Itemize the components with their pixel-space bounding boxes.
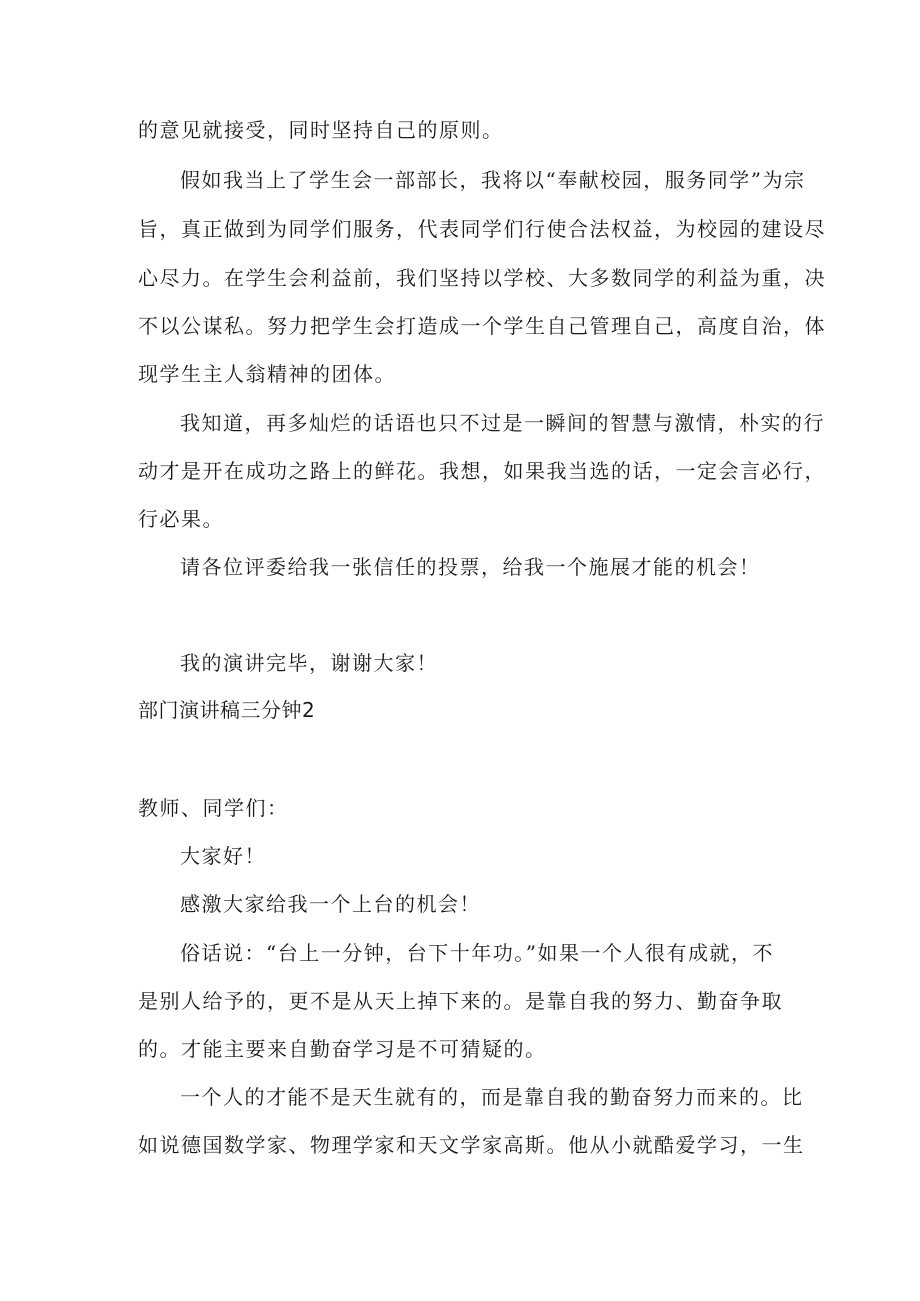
paragraph-line: 一个人的才能不是天生就有的，而是靠自我的勤奋努力而来的。比 xyxy=(180,1085,804,1109)
paragraph-line: 请各位评委给我一张信任的投票，给我一个施展才能的机会！ xyxy=(180,555,761,579)
salutation-line: 教师、同学们： xyxy=(138,796,289,820)
paragraph-line: 的。才能主要来自勤奋学习是不可猜疑的。 xyxy=(138,1037,547,1061)
paragraph-line: 感激大家给我一个上台的机会！ xyxy=(180,892,481,916)
paragraph-line: 现学生主人翁精神的团体。 xyxy=(138,362,396,386)
paragraph-line: 动才是开在成功之路上的鲜花。我想，如果我当选的话，一定会言必行， xyxy=(138,459,826,483)
section-heading: 部门演讲稿三分钟2 xyxy=(138,698,316,722)
paragraph-line: 俗话说：“台上一分钟，台下十年功。”如果一个人很有成就，不 xyxy=(180,941,774,965)
paragraph-line: 大家好！ xyxy=(180,844,266,868)
paragraph-line: 假如我当上了学生会一部部长，我将以“奉献校园，服务同学”为宗 xyxy=(180,168,806,192)
paragraph-line: 如说德国数学家、物理学家和天文学家高斯。他从小就酷爱学习，一生 xyxy=(138,1133,805,1157)
paragraph-line: 我的演讲完毕，谢谢大家！ xyxy=(180,651,438,675)
paragraph-line: 不以公谋私。努力把学生会打造成一个学生自己管理自己，高度自治，体 xyxy=(138,314,826,338)
paragraph-line: 心尽力。在学生会利益前，我们坚持以学校、大多数同学的利益为重，决 xyxy=(138,266,826,290)
paragraph-line: 我知道，再多灿烂的话语也只不过是一瞬间的智慧与激情，朴实的行 xyxy=(180,411,825,435)
paragraph-line: 旨，真正做到为同学们服务，代表同学们行使合法权益，为校园的建设尽 xyxy=(138,217,826,241)
paragraph-line: 行必果。 xyxy=(138,507,224,531)
paragraph-line: 是别人给予的，更不是从天上掉下来的。是靠自我的努力、勤奋争取 xyxy=(138,989,783,1013)
paragraph-line: 的意见就接受，同时坚持自己的原则。 xyxy=(138,118,504,142)
